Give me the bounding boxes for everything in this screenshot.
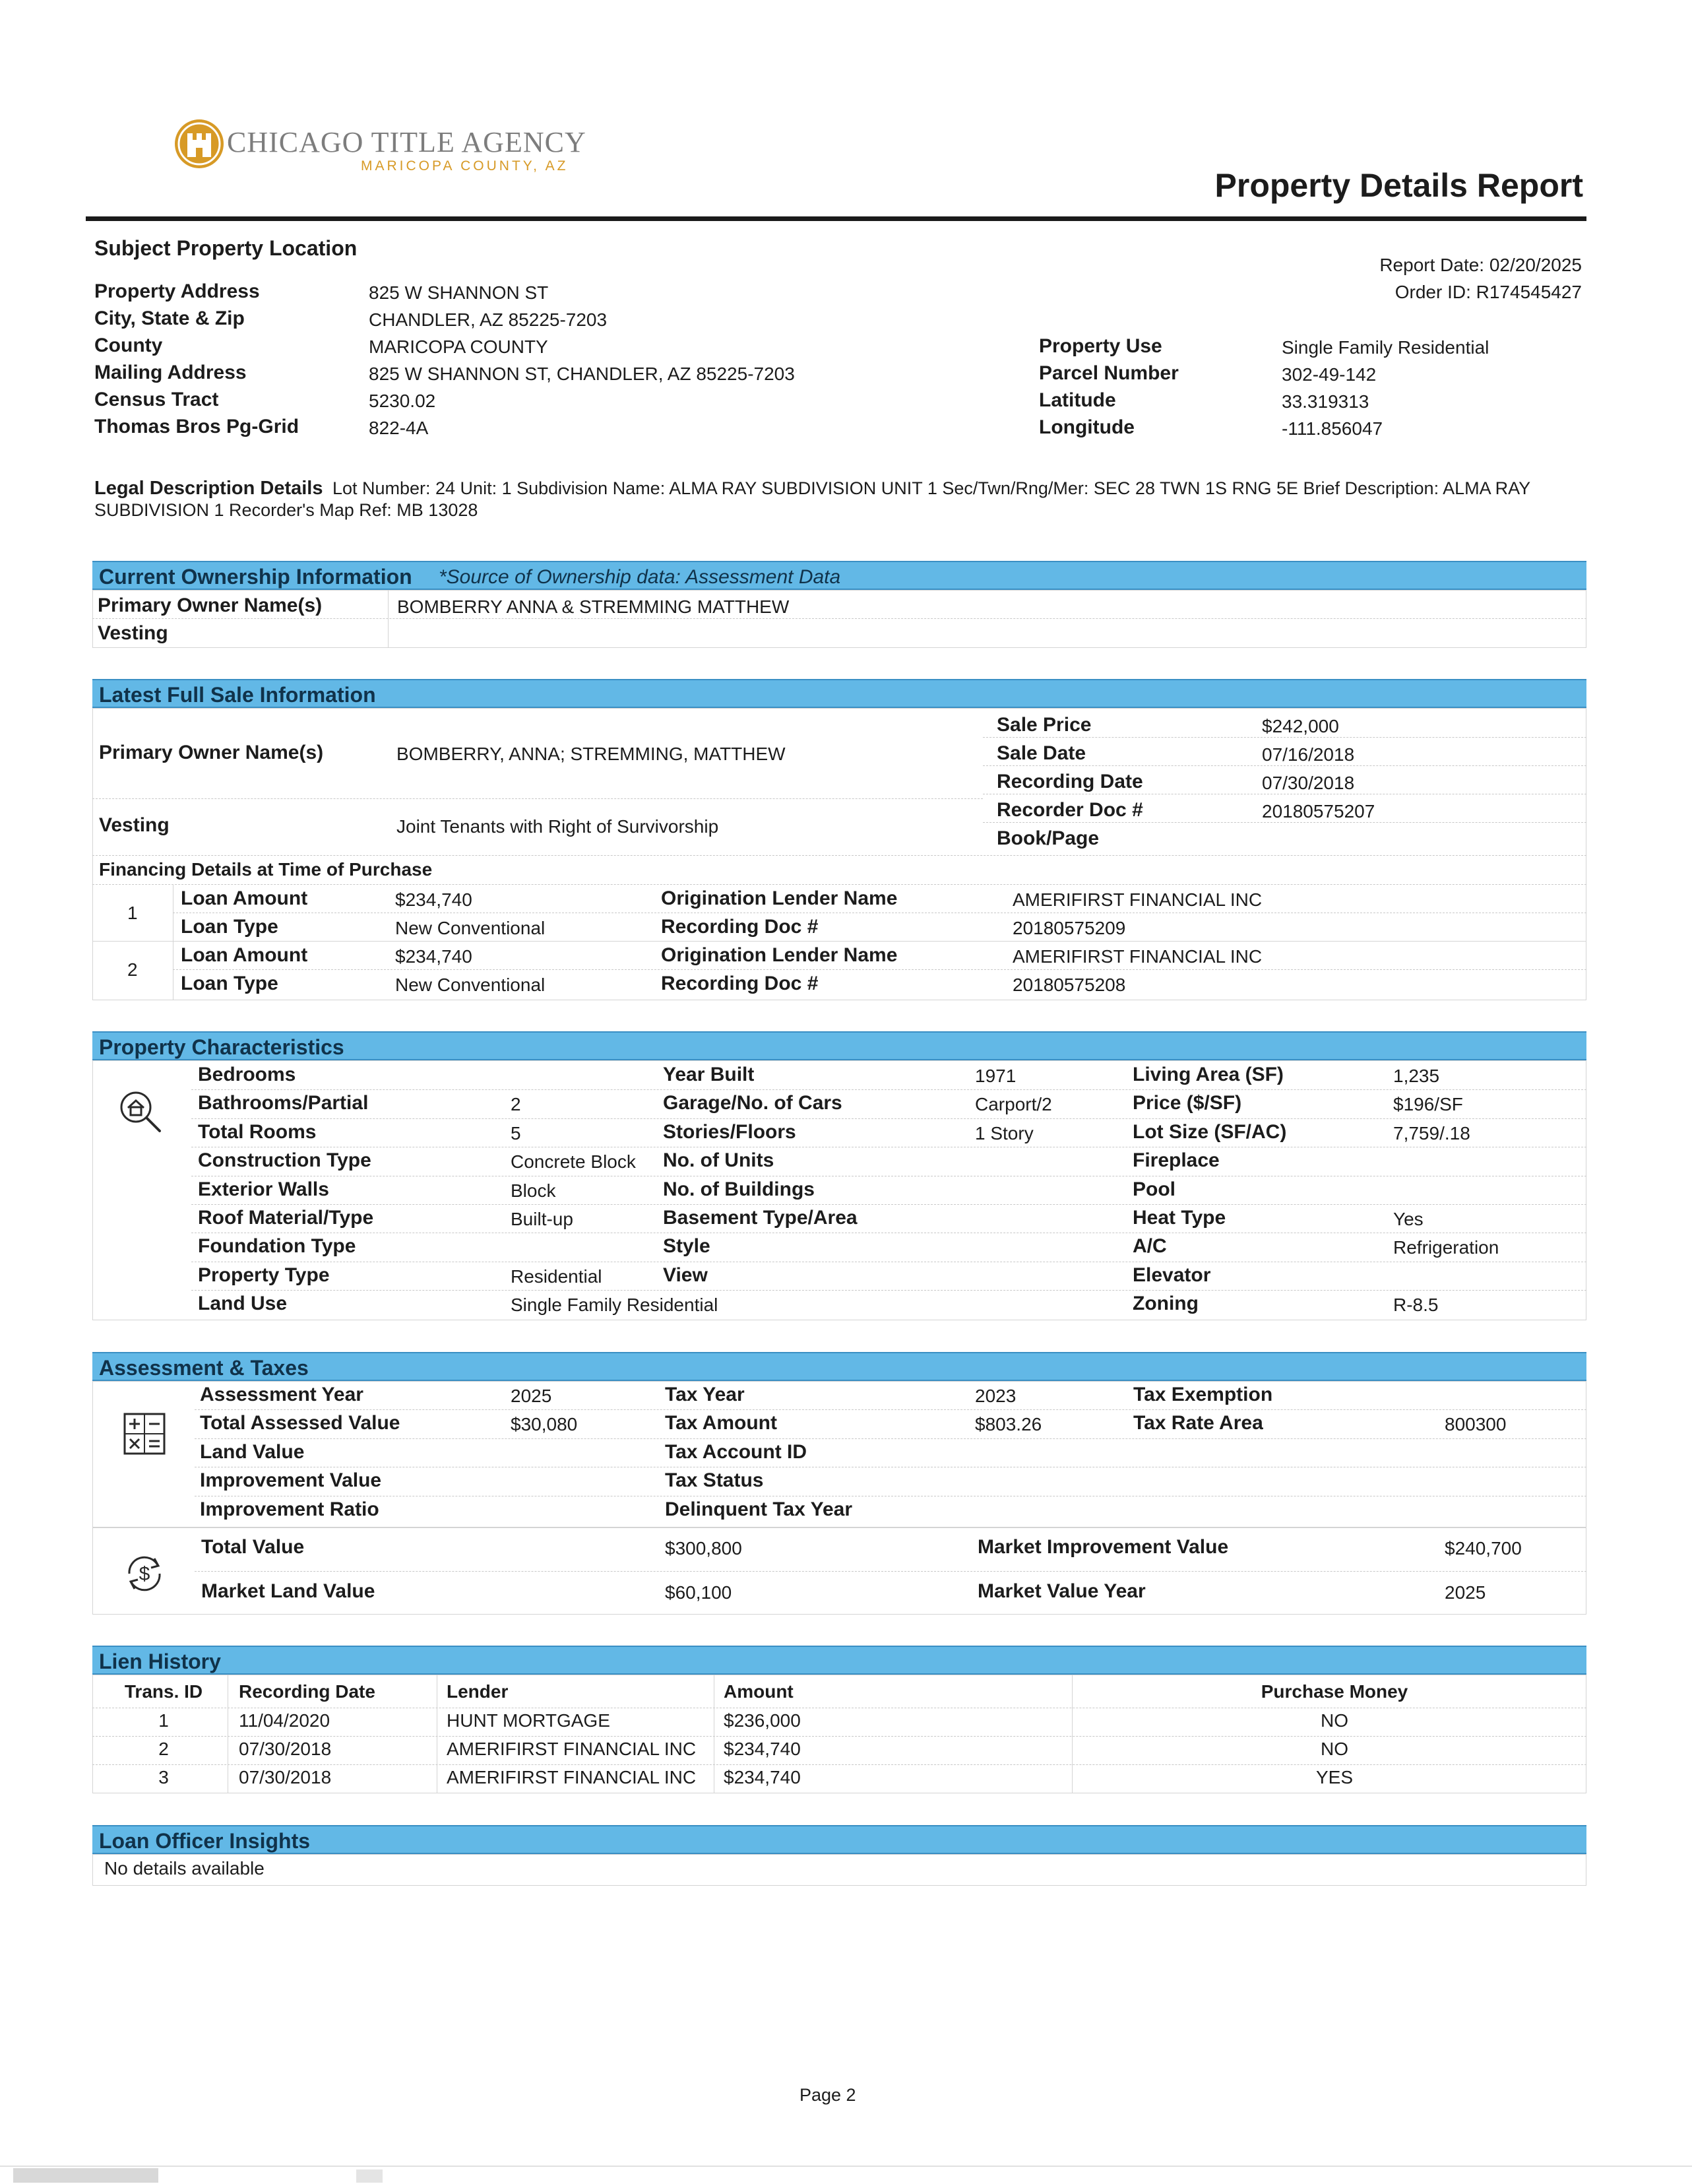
market-label: Market Land Value (201, 1580, 375, 1602)
lien-cell: NO (1321, 1710, 1348, 1731)
row-divider (983, 737, 1586, 738)
assessment-label: Tax Amount (665, 1412, 777, 1434)
owner-value: BOMBERRY ANNA & STREMMING MATTHEW (397, 596, 790, 617)
market-value: $300,800 (665, 1538, 742, 1558)
recording-doc-value: 20180575208 (1013, 975, 1126, 995)
brand-subtitle: MARICOPA COUNTY, AZ (361, 158, 569, 174)
lien-title: Lien History (99, 1650, 221, 1673)
char-label: Bedrooms (198, 1064, 296, 1085)
sale-section-bar (92, 679, 1586, 708)
char-value: 1 Story (975, 1123, 1034, 1143)
char-value: 2 (511, 1094, 521, 1114)
row-divider (92, 941, 1586, 942)
char-value: Built-up (511, 1209, 573, 1229)
location-label: Property Use (1039, 335, 1162, 357)
char-label: Lot Size (SF/AC) (1133, 1121, 1287, 1143)
char-label: A/C (1133, 1235, 1167, 1257)
row-divider (195, 1409, 1586, 1410)
assessment-label: Tax Account ID (665, 1441, 807, 1463)
order-id: Order ID: R174545427 (1394, 282, 1582, 302)
lien-cell: $234,740 (724, 1739, 801, 1759)
row-divider (983, 765, 1586, 766)
location-label: County (94, 335, 163, 356)
row-divider (983, 822, 1586, 823)
char-label: Land Use (198, 1293, 288, 1314)
lien-column-header: Amount (724, 1681, 794, 1702)
assessment-section-bar (92, 1352, 1586, 1381)
assessment-label: Land Value (200, 1441, 305, 1463)
assessment-label: Tax Rate Area (1133, 1412, 1263, 1434)
lien-cell: 07/30/2018 (239, 1739, 332, 1759)
location-value: 825 W SHANNON ST, CHANDLER, AZ 85225-7203 (369, 364, 795, 384)
char-value: Block (511, 1180, 556, 1201)
lender-label: Origination Lender Name (661, 944, 898, 966)
char-label: Roof Material/Type (198, 1207, 374, 1229)
assessment-value: $30,080 (511, 1414, 578, 1434)
location-value: -111.856047 (1282, 418, 1383, 439)
lien-cell: $234,740 (724, 1767, 801, 1787)
char-label: Price ($/SF) (1133, 1092, 1242, 1114)
market-value: $60,100 (665, 1582, 732, 1603)
row-divider (191, 1118, 1586, 1119)
recording-doc-label: Recording Doc # (661, 916, 819, 938)
location-heading: Subject Property Location (94, 236, 358, 260)
assessment-label: Improvement Ratio (200, 1498, 379, 1520)
char-value: Yes (1393, 1209, 1424, 1229)
location-label: Property Address (94, 280, 260, 302)
market-value: 2025 (1445, 1582, 1486, 1603)
loan-amount: $234,740 (395, 889, 472, 910)
char-value: 1971 (975, 1066, 1017, 1086)
char-label: Exterior Walls (198, 1178, 329, 1200)
assessment-label: Improvement Value (200, 1469, 382, 1491)
row-divider (191, 1290, 1586, 1291)
location-value: 825 W SHANNON ST (369, 282, 549, 303)
loan-type: New Conventional (395, 918, 546, 938)
lien-column-header: Purchase Money (1261, 1681, 1408, 1702)
page-number: Page 2 (799, 2085, 856, 2105)
char-value: Concrete Block (511, 1151, 636, 1172)
lien-column-header: Trans. ID (124, 1681, 203, 1702)
char-value: $196/SF (1393, 1094, 1463, 1114)
char-label: Style (663, 1235, 710, 1257)
row-divider (195, 1438, 1586, 1439)
sale-owner-label: Primary Owner Name(s) (99, 742, 324, 763)
assessment-value: 2025 (511, 1386, 552, 1406)
ownership-note: *Source of Ownership data: Assessment Data (439, 566, 841, 588)
sale-label: Recorder Doc # (997, 799, 1143, 821)
char-label: Fireplace (1133, 1149, 1220, 1171)
sale-value: $242,000 (1262, 716, 1339, 736)
loan-amount: $234,740 (395, 946, 472, 967)
report-title: Property Details Report (1214, 167, 1583, 204)
assessment-label: Total Assessed Value (200, 1412, 400, 1434)
char-label: Elevator (1133, 1264, 1211, 1286)
char-label: Bathrooms/Partial (198, 1092, 369, 1114)
row-divider (92, 618, 1586, 619)
characteristics-title: Property Characteristics (99, 1035, 344, 1059)
lien-section-bar (92, 1646, 1586, 1675)
assessment-label: Delinquent Tax Year (665, 1498, 852, 1520)
char-value: 1,235 (1393, 1066, 1440, 1086)
assessment-value: 800300 (1445, 1414, 1507, 1434)
sale-vesting-value: Joint Tenants with Right of Survivorship (396, 816, 719, 837)
char-label: Property Type (198, 1264, 330, 1286)
castle-seal-icon (173, 117, 226, 170)
legal-line1: Lot Number: 24 Unit: 1 Subdivision Name: ALMA RAY SUBDIVISION UNIT 1 Sec/Twn/Rng/Mer: SEC 28 TWN 1S RNG 5E Brief Description: ALMA RAY (332, 478, 1531, 498)
loan-type-label: Loan Type (181, 973, 278, 994)
lien-cell: AMERIFIRST FINANCIAL INC (447, 1767, 697, 1787)
char-value: 7,759/.18 (1393, 1123, 1470, 1143)
insights-title: Loan Officer Insights (99, 1829, 311, 1853)
row-divider (92, 1764, 1586, 1765)
sale-value: 07/16/2018 (1262, 744, 1355, 765)
report-date: Report Date: 02/20/2025 (1379, 255, 1582, 275)
sale-label: Book/Page (997, 827, 1100, 849)
lien-cell: NO (1321, 1739, 1348, 1759)
sale-label: Sale Date (997, 742, 1086, 764)
char-label: Heat Type (1133, 1207, 1226, 1229)
ownership-title: Current Ownership Information (99, 565, 412, 589)
recording-doc-label: Recording Doc # (661, 973, 819, 994)
char-label: Year Built (663, 1064, 755, 1085)
assessment-label: Tax Status (665, 1469, 764, 1491)
lien-cell: 3 (158, 1767, 169, 1787)
row-divider (191, 1204, 1586, 1205)
location-value: CHANDLER, AZ 85225-7203 (369, 309, 608, 330)
char-value: Carport/2 (975, 1094, 1052, 1114)
column-divider (388, 590, 389, 648)
assessment-label: Tax Year (665, 1384, 745, 1405)
row-divider (92, 798, 983, 799)
char-label: Total Rooms (198, 1121, 317, 1143)
header-divider (86, 216, 1586, 221)
loan-amount-label: Loan Amount (181, 944, 308, 966)
legal-description (94, 478, 1592, 502)
lender-value: AMERIFIRST FINANCIAL INC (1013, 946, 1263, 967)
lien-cell: 11/04/2020 (239, 1710, 330, 1731)
char-label: Basement Type/Area (663, 1207, 858, 1229)
vesting-label: Vesting (98, 622, 168, 644)
lien-cell: HUNT MORTGAGE (447, 1710, 610, 1731)
char-value: Single Family Residential (511, 1295, 718, 1315)
characteristics-section-bar (92, 1031, 1586, 1060)
char-value: 5 (511, 1123, 521, 1143)
assessment-label: Tax Exemption (1133, 1384, 1273, 1405)
svg-text:$: $ (139, 1563, 150, 1585)
insights-text: No details available (104, 1858, 265, 1879)
loan-amount-label: Loan Amount (181, 887, 308, 909)
char-value: R-8.5 (1393, 1295, 1439, 1315)
row-divider (92, 1736, 1586, 1737)
column-divider (1072, 1675, 1073, 1793)
loan-type-label: Loan Type (181, 916, 278, 938)
location-value: 5230.02 (369, 391, 436, 411)
char-value: Residential (511, 1266, 602, 1287)
market-label: Market Value Year (978, 1580, 1146, 1602)
location-label: Mailing Address (94, 362, 247, 383)
row-divider (195, 1571, 1586, 1572)
house-search-icon (117, 1089, 165, 1136)
lien-cell: AMERIFIRST FINANCIAL INC (447, 1739, 697, 1759)
char-label: Living Area (SF) (1133, 1064, 1284, 1085)
char-label: No. of Buildings (663, 1178, 815, 1200)
market-label: Market Improvement Value (978, 1536, 1229, 1558)
insights-box (92, 1854, 1586, 1886)
assessment-label: Assessment Year (200, 1384, 363, 1405)
loan-number: 2 (127, 959, 138, 980)
location-value: Single Family Residential (1282, 337, 1489, 358)
lender-label: Origination Lender Name (661, 887, 898, 909)
sale-label: Recording Date (997, 771, 1143, 792)
lender-value: AMERIFIRST FINANCIAL INC (1013, 889, 1263, 910)
calculator-icon (123, 1412, 166, 1456)
legal-label: Legal Description Details (94, 478, 323, 499)
recording-doc-value: 20180575209 (1013, 918, 1126, 938)
lien-cell: YES (1315, 1767, 1354, 1787)
lien-cell: 2 (158, 1739, 169, 1759)
row-divider (92, 855, 1586, 856)
market-value: $240,700 (1445, 1538, 1522, 1558)
char-label: Foundation Type (198, 1235, 356, 1257)
legal-line2: SUBDIVISION 1 Recorder's Map Ref: MB 13028 (94, 500, 478, 520)
scan-edge-artifact (0, 2162, 1692, 2184)
char-label: Construction Type (198, 1149, 371, 1171)
sale-vesting-label: Vesting (99, 814, 170, 836)
owner-label: Primary Owner Name(s) (98, 594, 323, 616)
loan-type: New Conventional (395, 975, 546, 995)
assessment-value: $803.26 (975, 1414, 1042, 1434)
location-label: Latitude (1039, 389, 1116, 411)
char-label: Pool (1133, 1178, 1175, 1200)
assessment-title: Assessment & Taxes (99, 1356, 309, 1380)
loan-number: 1 (127, 903, 138, 923)
location-value: 822-4A (369, 418, 429, 438)
assessment-value: 2023 (975, 1386, 1017, 1406)
char-label: Stories/Floors (663, 1121, 796, 1143)
char-value: Refrigeration (1393, 1237, 1499, 1258)
char-label: No. of Units (663, 1149, 774, 1171)
location-label: City, State & Zip (94, 307, 245, 329)
sale-value: 20180575207 (1262, 801, 1375, 821)
char-label: View (663, 1264, 708, 1286)
location-value: 302-49-142 (1282, 364, 1377, 385)
lien-cell: 1 (158, 1710, 169, 1731)
location-label: Longitude (1039, 416, 1135, 438)
market-label: Total Value (201, 1536, 305, 1558)
lien-cell: 07/30/2018 (239, 1767, 332, 1787)
sale-value: 07/30/2018 (1262, 773, 1355, 793)
row-divider (191, 1089, 1586, 1090)
char-label: Zoning (1133, 1293, 1199, 1314)
brand-name: CHICAGO TITLE AGENCY (227, 126, 586, 158)
row-divider (173, 969, 1586, 970)
location-label: Parcel Number (1039, 362, 1179, 384)
lien-column-header: Lender (447, 1681, 509, 1702)
dollar-cycle-icon (121, 1551, 168, 1597)
financing-label: Financing Details at Time of Purchase (99, 859, 433, 880)
location-value: MARICOPA COUNTY (369, 337, 548, 357)
sale-label: Sale Price (997, 714, 1092, 736)
row-divider (92, 884, 1586, 885)
char-label: Garage/No. of Cars (663, 1092, 842, 1114)
lien-cell: $236,000 (724, 1710, 801, 1731)
ownership-section-bar (92, 561, 1586, 590)
location-value: 33.319313 (1282, 391, 1369, 412)
location-label: Thomas Bros Pg-Grid (94, 416, 299, 437)
lien-column-header: Recording Date (239, 1681, 375, 1702)
sale-title: Latest Full Sale Information (99, 683, 376, 707)
insights-section-bar (92, 1825, 1586, 1854)
location-label: Census Tract (94, 389, 219, 410)
sale-owner-value: BOMBERRY, ANNA; STREMMING, MATTHEW (396, 744, 786, 764)
